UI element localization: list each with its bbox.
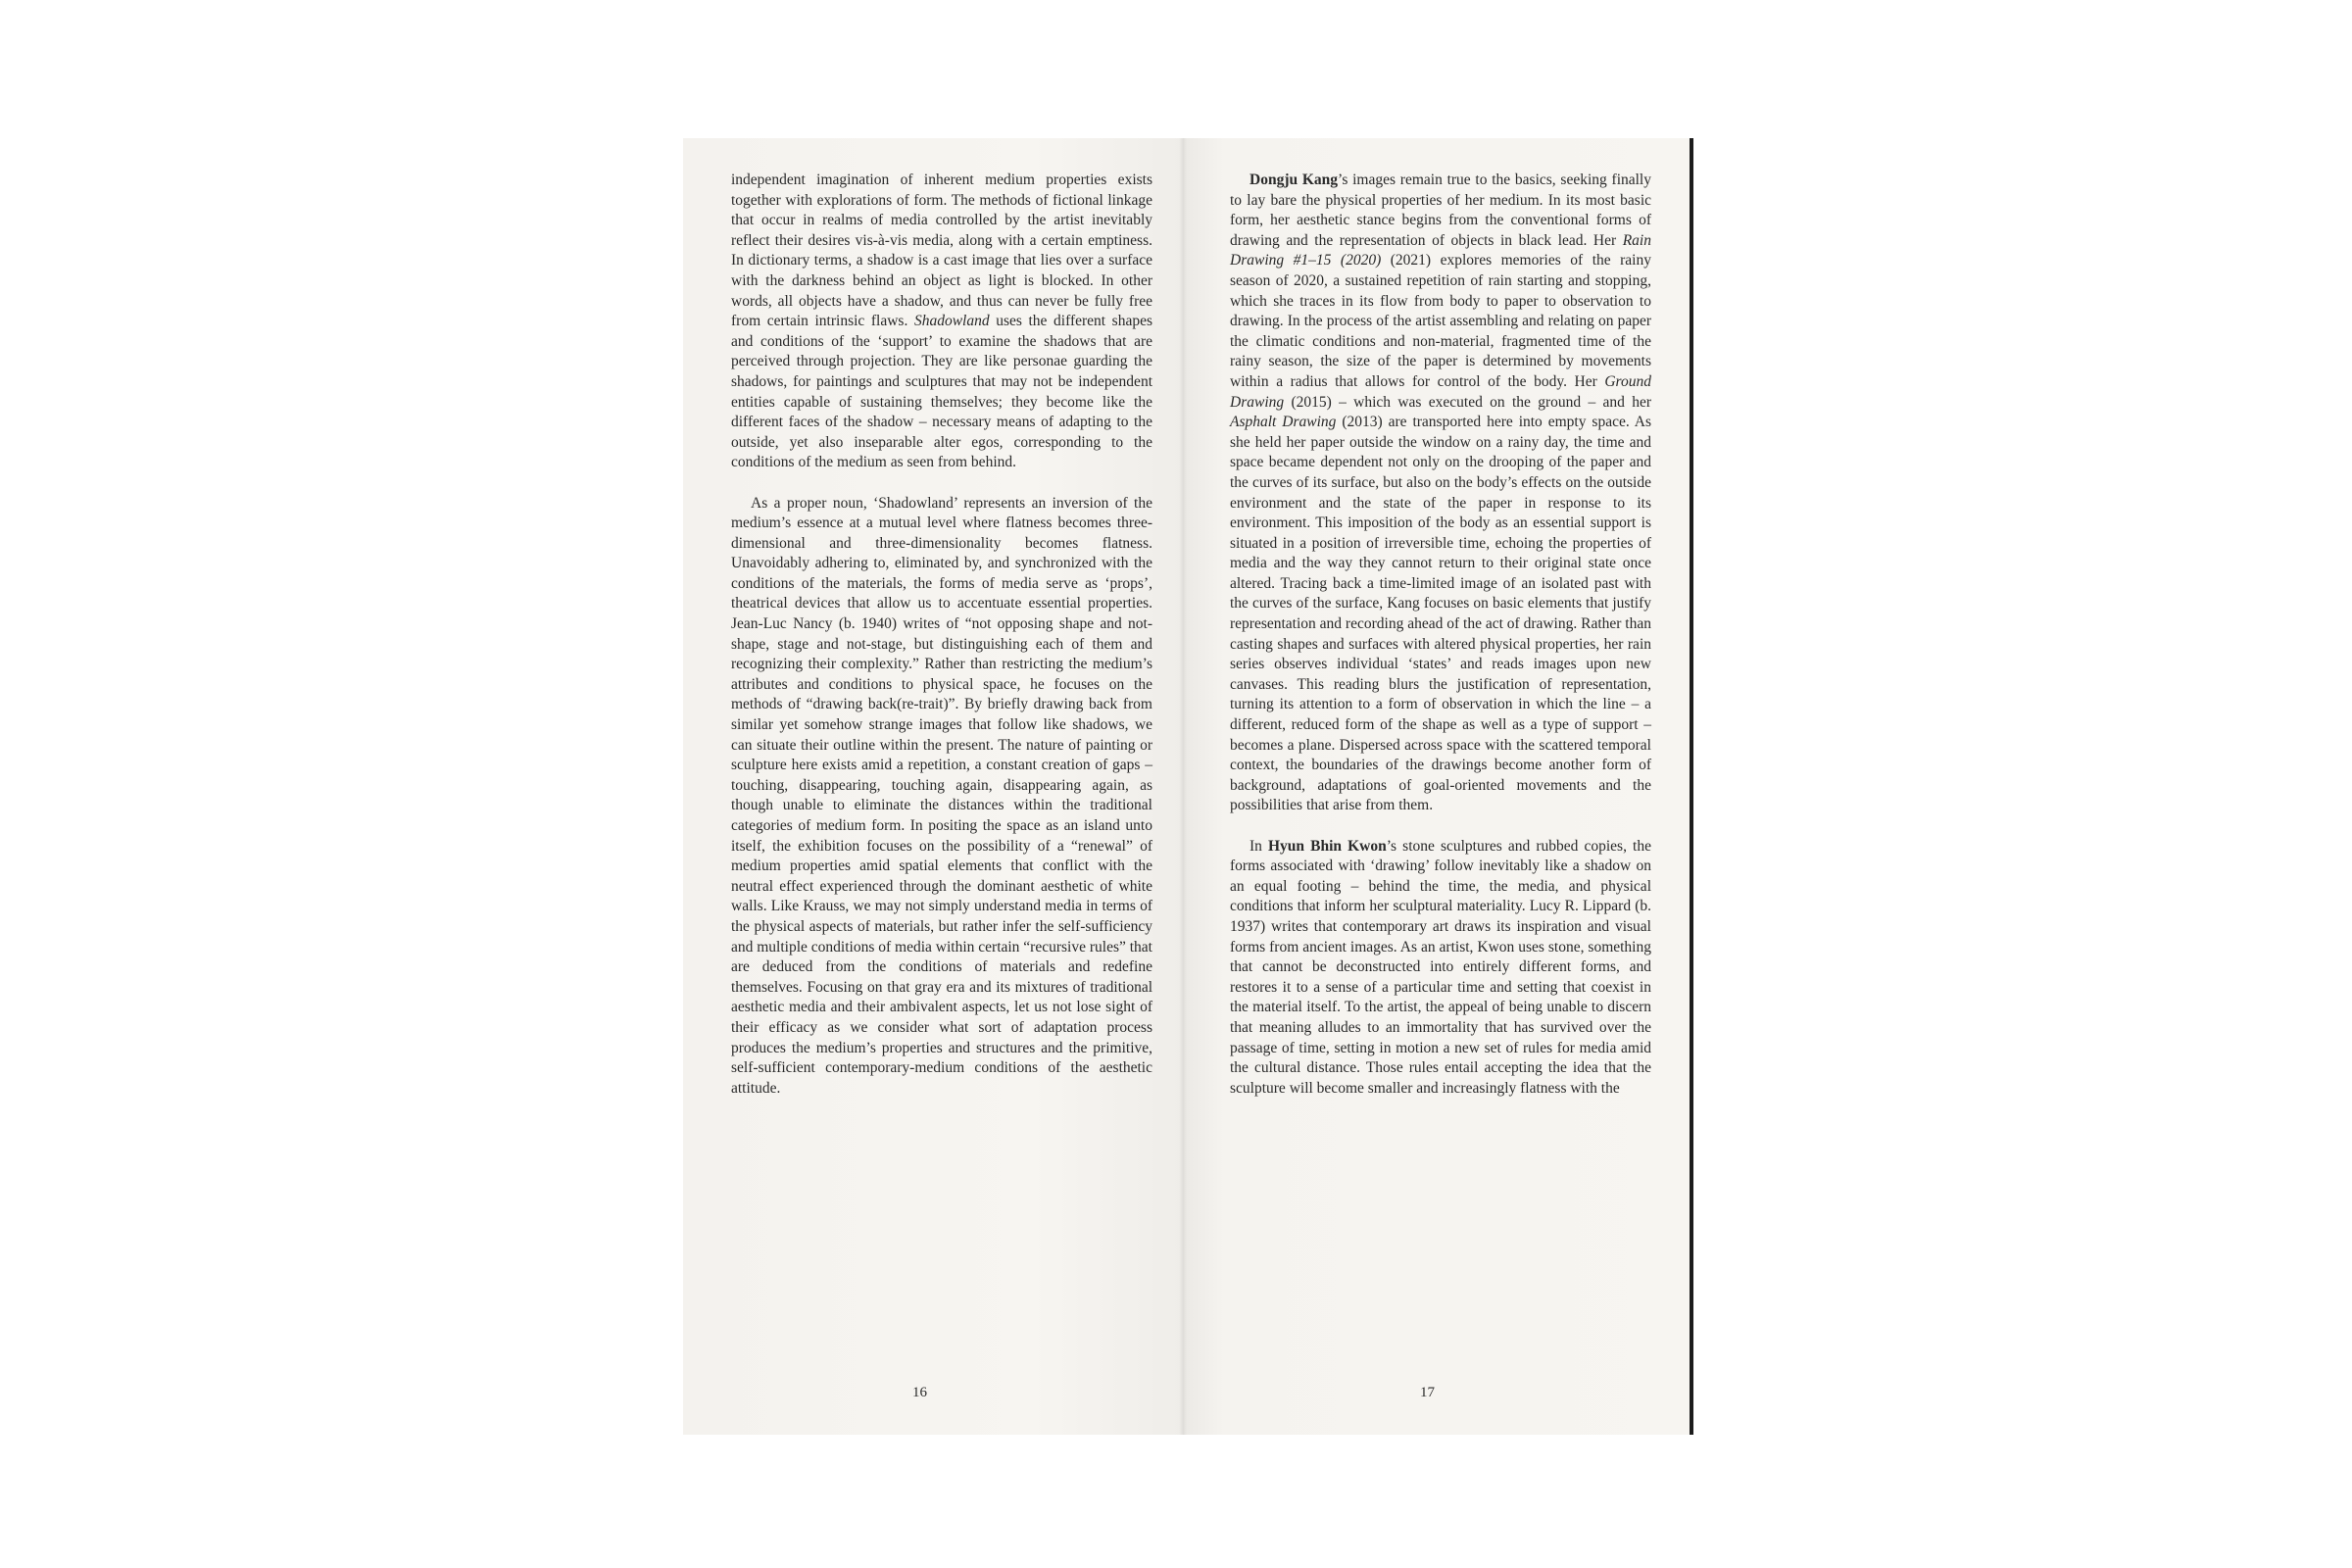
artwork-title-ground-drawing: Ground Drawing [1230,372,1651,411]
left-page [683,138,1183,1435]
artwork-title-rain-drawing: Rain Drawing #1–15 (2020) [1230,231,1651,270]
left-paragraph-2: As a proper noun, ‘Shadowland’ represents an inversion of the medium’s essence at a mutual level where flatness becomes three-dimensional and three-dimensionality becomes flatness. Unavoidably adhering to, eliminated by, and synchronized with the conditions of the materials, the forms of media serve as ‘props’, theatrical devices that allow us to accentuate essential properties. Jean-Luc Nancy (b. 1940) writes of “not opposing shape and not-shape, stage and not-stage, but distinguishing each of them and recognizing their complexity.” Rather than restricting the medium’s attributes and conditions to physical space, he focuses on the methods of “drawing back(re-trait)”. By briefly drawing back from similar yet somehow strange images that follow like shadows, we can situate their outline within the present. The nature of painting or sculpture here exists amid a repetition, a constant creation of gaps – touching, disappearing, touching again, disappearing again, as though unable to eliminate the distances within the traditional categories of medium form. In positing the space as an island unto itself, the exhibition focuses on the possibility of a “renewal” of medium properties amid spatial elements that conflict with the neutral effect experienced through the dominant aesthetic of white walls. Like Krauss, we may not simply understand media in terms of the physical aspects of materials, but rather infer the self-sufficiency and multiple conditions of media within certain “recursive rules” that are deduced from the conditions of materials and redefine themselves. Focusing on that gray era and its mixtures of traditional aesthetic media and their ambivalent aspects, let us not lose sight of their efficacy as we consider what sort of adaptation process produces the medium’s properties and structures and the primitive, self-sufficient contemporary-medium conditions of the aesthetic attitude. [731,494,1152,1097]
left-p1-rest: uses the different shapes and conditions of the ‘support’ to examine the shadows that are perceived through projection. They are like personae guarding the shadows, for paintings and sculptures that may not be independent entities capable of sustaining themselves; they become like the different faces of the shadow – necessary means of adapting to the outside, yet also inseparable alter egos, corresponding to the conditions of the medium as seen from behind. [731,313,1153,471]
page-number-right: 17 [1420,1385,1435,1400]
artist-name-dongju-kang: Dongju Kang [1250,172,1339,188]
left-text-column [731,171,1152,1119]
page-number-left: 16 [912,1385,927,1400]
book-spread [683,138,1692,1435]
left-p1-text: independent imagination of inherent medium properties exists together with explorations of form. The methods of fictional linkage that occur in realms of media controlled by the artist inevitably reflect their desires vis-à-vis media, along with a certain emptiness. In dictionary terms, a shadow is a cast image that lies over a surface with the darkness behind an object as light is blocked. In other words, all objects have a shadow, and thus can never be fully free from certain intrinsic flaws. [731,172,1152,330]
artwork-title-asphalt-drawing: Asphalt Drawing [1230,414,1337,431]
right-paragraph-1 [1230,171,1651,816]
right-paragraph-2 [1230,837,1651,1100]
page-edge-shadow [1690,138,1693,1435]
shadowland-title: Shadowland [913,313,990,330]
right-p1-text-a: ’s images remain true to the basics, seeking finally to lay bare the physical properties of her medium. In its most basic form, her aesthetic stance begins from the conventional forms of drawing and the representation of objects in black lead. Her [1230,172,1651,249]
artist-name-hyun-bhin-kwon: Hyun Bhin Kwon [1268,837,1387,855]
right-text-column [1230,171,1651,1119]
right-p2-text: ’s stone sculptures and rubbed copies, the forms associated with ‘drawing’ follow inevitably like a shadow on an equal footing – behind the time, the media, and physical conditions that inform her sculptural materiality. Lucy R. Lippard (b. 1937) writes that contemporary art draws its inspiration and visual forms from ancient images. As an artist, Kwon uses stone, something that cannot be deconstructed into entirely different forms, and restores it to a sense of a particular time and setting that coexist in the material itself. To the artist, the appeal of being unable to discern that meaning alludes to an immortality that has survived over the passage of time, setting in motion a new set of rules for media amid the cultural distance. Those rules entail accepting the idea that the sculpture will become smaller and increasingly flatness with the [1230,837,1651,1097]
right-p1-text-d: (2013) are transported here into empty space. As she held her paper outside the window on a rainy day, the time and space became dependent not only on the drooping of the paper and the curves of its surface, but also on the body’s effects on the outside environment and the state of the paper in response to its environment. This imposition of the body as an essential support is situated in a position of irreversible time, echoing the properties of media and the way they cannot return to their original state once altered. Tracing back a time-limited image of an isolated past with the curves of the surface, Kang focuses on basic elements that justify representation and recording ahead of the act of drawing. Rather than casting shapes and surfaces with altered physical properties, her rain series observes individual ‘states’ and reads images upon new canvases. This reading blurs the justification of representation, turning its attention to a form of observation in which the line – a different, reduced form of the shape as well as a type of support – becomes a plane. Dispersed across space with the scattered temporal context, the boundaries of the drawings become another form of background, adaptations of goal-oriented movements and the possibilities that arise from them. [1230,414,1652,814]
right-p1-text-b: (2021) explores memories of the rainy season of 2020, a sustained repetition of rain starting and stopping, which she traces in its flow from body to paper to observation to drawing. In the process of the artist assembling and relating on paper the climatic conditions and non-material, fragmented time of the rainy season, the size of the paper is determined by movements within a radius that allows for control of the body. Her [1230,252,1651,390]
right-p2-lead: In [1250,837,1268,855]
right-p1-text-c: (2015) – which was executed on the ground – and her [1284,393,1651,411]
left-paragraph-1 [731,171,1152,473]
right-page [1183,138,1690,1435]
book-gutter [1179,138,1187,1435]
